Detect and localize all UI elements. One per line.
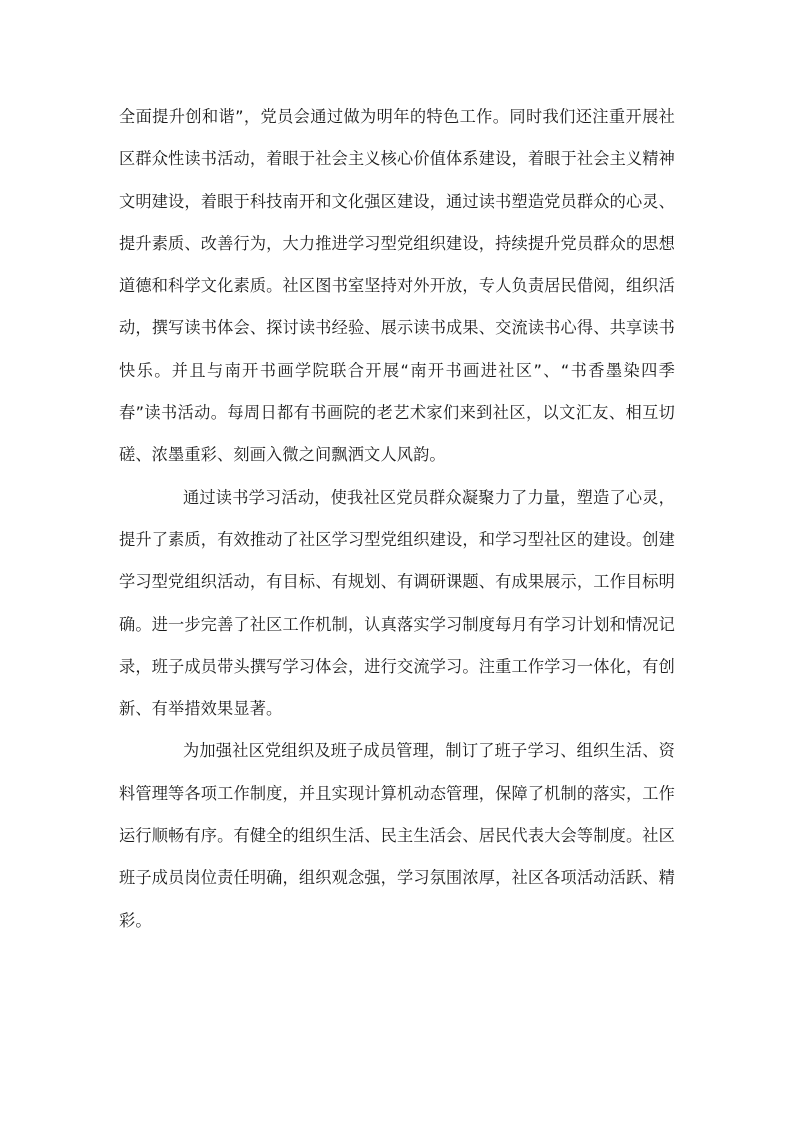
paragraph-reading-activities: 全面提升创和谐”，党员会通过做为明年的特色工作。同时我们还注重开展社区群众性读书活动，着眼于社会主义核心价值体系建设，着眼于社会主义精神文明建设，着眼于科技南开和文化强区建设，通过读书塑造党员群众的心灵、提升素质、改善行为，大力推进学习型党组织建设，持续提升党员群众的思想道德和科学文化素质。社区图书室坚持对外开放，专人负责居民借阅，组织活动，撰写读书体会、探讨读书经验、展示读书成果、交流读书心得、共享读书快乐。并且与南开书画学院联合开展“南开书画进社区”、“书香墨染四季春”读书活动。每周日都有书画院的老艺术家们来到社区，以文汇友、相互切磋、浓墨重彩、刻画入微之间飘洒文人风韵。 (119, 107, 675, 465)
paragraph-management-system: 为加强社区党组织及班子成员管理，制订了班子学习、组织生活、资料管理等各项工作制度，并且实现计算机动态管理，保障了机制的落实，工作运行顺畅有序。有健全的组织生活、民主生活会、居民代表大会等制度。社区班子成员岗位责任明确，组织观念强，学习氛围浓厚，社区各项活动活跃、精彩。 (119, 741, 675, 930)
document-body (119, 96, 675, 942)
paragraph-learning-results: 通过读书学习活动，使我社区党员群众凝聚力了力量，塑造了心灵，提升了素质，有效推动了社区学习型党组织建设，和学习型社区的建设。创建学习型党组织活动，有目标、有规划、有调研课题、有成果展示，工作目标明确。进一步完善了社区工作机制，认真落实学习制度每月有学习计划和情况记录，班子成员带头撰写学习体会，进行交流学习。注重工作学习一体化，有创新、有举措效果显著。 (119, 487, 675, 719)
